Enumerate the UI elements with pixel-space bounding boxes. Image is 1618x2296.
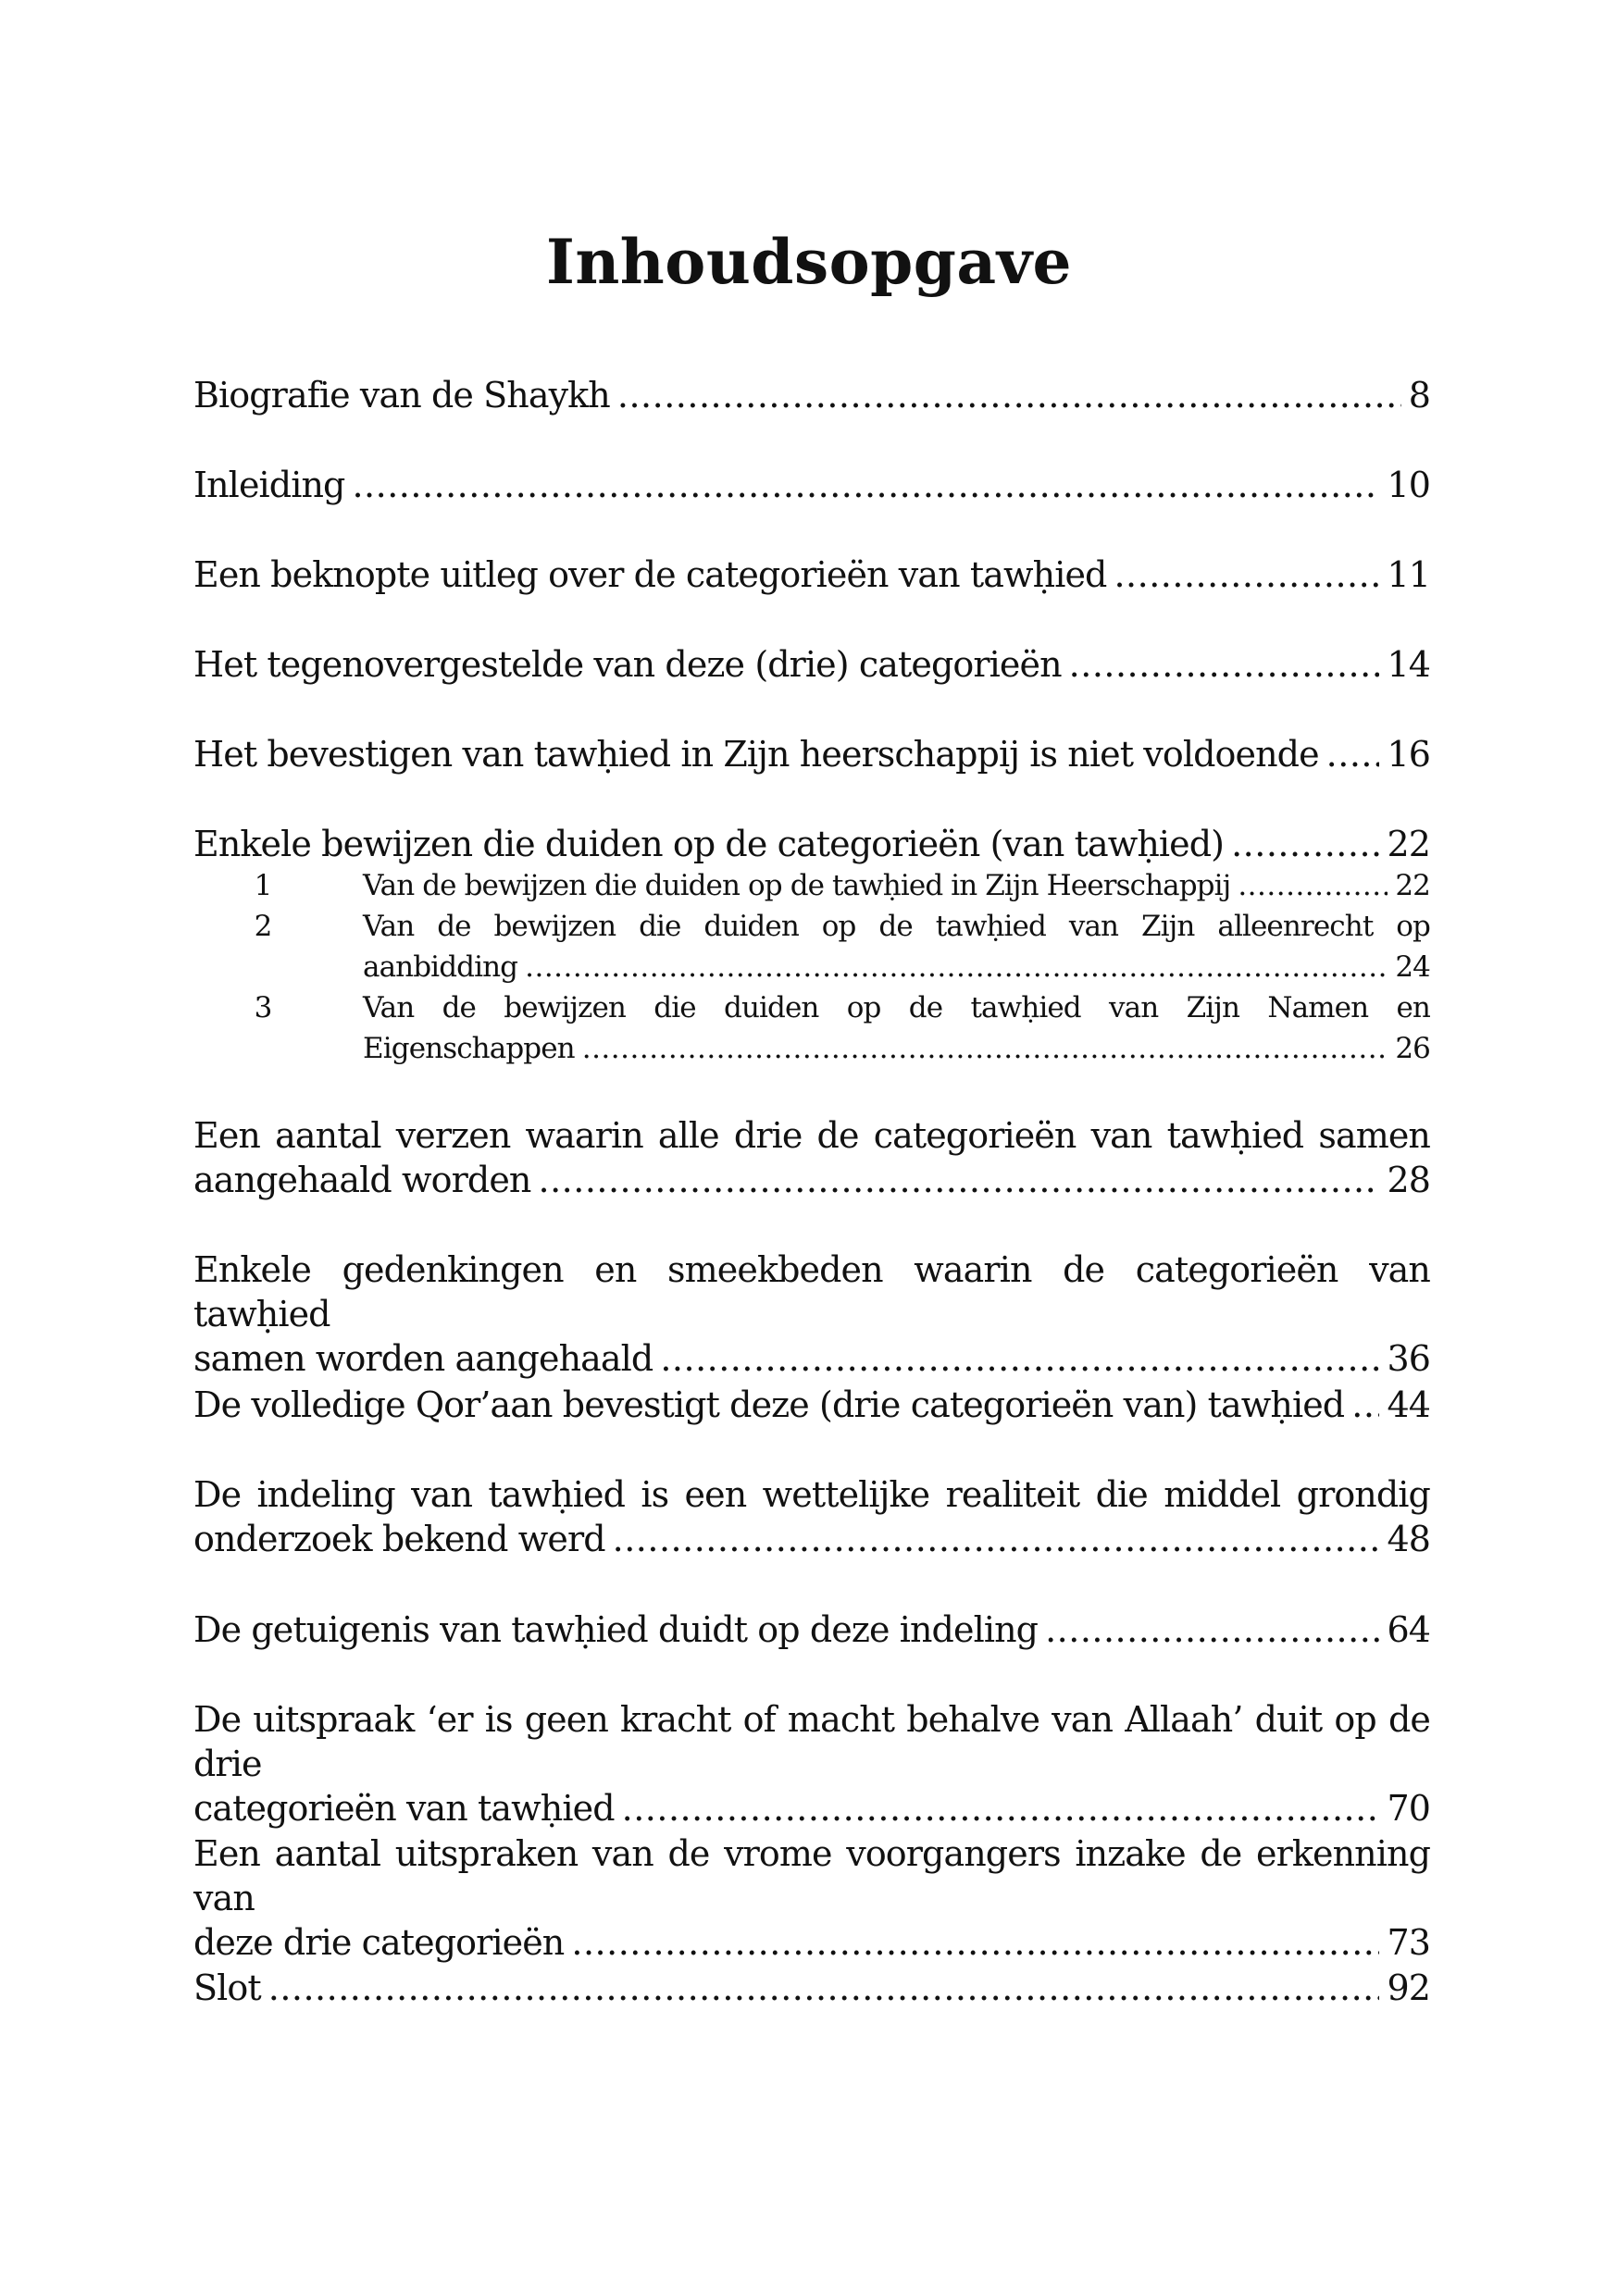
dot-leader: [352, 463, 1379, 507]
toc-entry-uitspraken-voorgangers[interactable]: [193, 1831, 1430, 1965]
table-of-contents: [193, 0, 1430, 2296]
toc-entry-indeling[interactable]: [193, 1472, 1430, 1561]
toc-entry-volledige-qoraan[interactable]: [193, 1383, 1430, 1427]
toc-entry-title-line: Eigenschappen: [363, 1032, 575, 1065]
toc-entry-title-line: Van de bewijzen die duiden op de tawḥied van Zijn alleenrecht op: [363, 910, 1430, 943]
toc-page-number: 92: [1387, 1967, 1430, 2008]
dot-leader: [1351, 1383, 1379, 1427]
toc-page-number: 36: [1387, 1338, 1430, 1379]
toc-subentry-number: 2: [254, 910, 272, 943]
toc-entry-title: Het bevestigen van tawḥied in Zijn heerschappij is niet voldoende: [193, 734, 1319, 775]
toc-entry-title-line: aanbidding: [363, 950, 518, 984]
toc-entry-title-line: Van de bewijzen die duiden op de tawḥied van Zijn Namen en: [363, 991, 1430, 1024]
dot-leader: [525, 947, 1388, 987]
toc-entry-title: Een beknopte uitleg over de categorieën van tawḥied: [193, 554, 1107, 595]
toc-entry-title: Enkele bewijzen die duiden op de categorieën (van tawḥied): [193, 824, 1225, 864]
dot-leader: [1231, 822, 1379, 866]
toc-entry-title-line: onderzoek bekend werd: [193, 1519, 605, 1559]
toc-entry-gedenkingen[interactable]: [193, 1247, 1430, 1381]
toc-page-number: 28: [1387, 1160, 1430, 1200]
dot-leader: [1238, 865, 1388, 906]
toc-entry-title: Van de bewijzen die duiden op de tawḥied in Zijn Heerschappij: [363, 869, 1231, 902]
dot-leader: [613, 1517, 1380, 1561]
toc-subentry-number: 1: [254, 869, 272, 902]
toc-page-number: 14: [1387, 644, 1430, 685]
toc-subentry-3[interactable]: [254, 987, 1430, 1069]
toc-entry-title-line: De uitspraak ‘er is geen kracht of macht behalve van Allaah’ duit op de drie: [193, 1699, 1430, 1784]
page-title: Inhoudsopgave: [545, 226, 1073, 298]
toc-page-number: 70: [1387, 1788, 1430, 1829]
toc-entry-uitspraak[interactable]: [193, 1697, 1430, 1831]
toc-subentry-2[interactable]: [254, 906, 1430, 987]
toc-page-number: 22: [1395, 869, 1430, 902]
toc-entry-title: Biografie van de Shaykh: [193, 375, 610, 416]
toc-page-number: 44: [1387, 1384, 1430, 1425]
toc-entry-bevestigen[interactable]: [193, 732, 1430, 776]
dot-leader: [539, 1158, 1380, 1202]
toc-page-number: 48: [1387, 1519, 1430, 1559]
dot-leader: [660, 1336, 1379, 1381]
dot-leader: [1114, 552, 1379, 597]
toc-page-number: 64: [1387, 1609, 1430, 1650]
toc-entry-title-line: categorieën van tawḥied: [193, 1788, 615, 1829]
dot-leader: [1045, 1607, 1379, 1652]
toc-entry-tegenovergestelde[interactable]: [193, 642, 1430, 687]
toc-entry-title: De volledige Qor’aan bevestigt deze (drie categorieën van) tawḥied: [193, 1384, 1345, 1425]
toc-page-number: 26: [1395, 1032, 1430, 1065]
toc-entry-biografie[interactable]: [193, 373, 1430, 417]
toc-entry-title: De getuigenis van tawḥied duidt op deze indeling: [193, 1609, 1039, 1650]
toc-entry-title-line: Een aantal verzen waarin alle drie de categorieën van tawḥied samen: [193, 1115, 1430, 1156]
dot-leader: [571, 1920, 1379, 1965]
toc-entry-title: Het tegenovergestelde van deze (drie) categorieën: [193, 644, 1062, 685]
dot-leader: [582, 1028, 1388, 1069]
dot-leader: [1326, 732, 1380, 776]
toc-page-number: 16: [1387, 734, 1430, 775]
toc-entry-getuigenis[interactable]: [193, 1607, 1430, 1652]
toc-page-number: 11: [1387, 554, 1430, 595]
toc-entry-slot[interactable]: [193, 1966, 1430, 2010]
toc-entry-title: Inleiding: [193, 465, 345, 505]
toc-entry-title-line: aangehaald worden: [193, 1160, 531, 1200]
dot-leader: [617, 373, 1401, 417]
toc-entry-title: Slot: [193, 1967, 261, 2008]
toc-entry-beknopte-uitleg[interactable]: [193, 552, 1430, 597]
toc-entry-title-line: De indeling van tawḥied is een wettelijke realiteit die middel grondig: [193, 1474, 1430, 1515]
toc-entry-title-line: Enkele gedenkingen en smeekbeden waarin de categorieën van tawḥied: [193, 1249, 1430, 1334]
toc-entry-aantal-verzen[interactable]: [193, 1113, 1430, 1202]
dot-leader: [1069, 642, 1380, 687]
dot-leader: [268, 1966, 1380, 2010]
toc-page-number: 22: [1387, 824, 1430, 864]
toc-page-number: 10: [1387, 465, 1430, 505]
toc-entry-enkele-bewijzen[interactable]: [193, 822, 1430, 866]
dot-leader: [622, 1786, 1380, 1831]
toc-page-number: 73: [1387, 1922, 1430, 1963]
toc-entry-title-line: Een aantal uitspraken van de vrome voorgangers inzake de erkenning van: [193, 1833, 1430, 1918]
toc-entry-title-line: deze drie categorieën: [193, 1922, 565, 1963]
toc-subentry-number: 3: [254, 991, 272, 1024]
toc-page-number: 8: [1408, 375, 1430, 416]
toc-entry-title-line: samen worden aangehaald: [193, 1338, 653, 1379]
toc-subentry-1[interactable]: [254, 865, 1430, 906]
toc-page-number: 24: [1395, 950, 1430, 984]
toc-entry-inleiding[interactable]: [193, 463, 1430, 507]
